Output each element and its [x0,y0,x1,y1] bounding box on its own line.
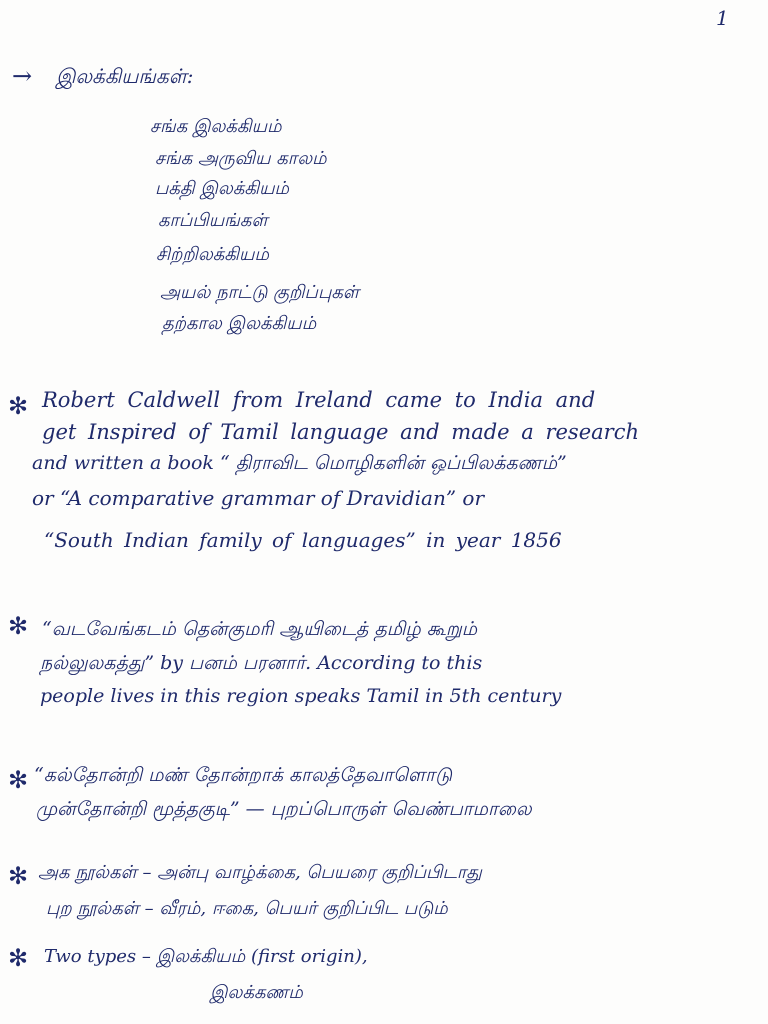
note-line: இலக்கணம் [210,982,303,1003]
list-item: பக்தி இலக்கியம் [155,178,290,199]
asterisk-bullet-icon: ✻ [8,392,29,420]
list-item: சங்க அருவிய காலம் [155,148,327,169]
list-item: அயல் நாட்டு குறிப்புகள் [160,282,360,303]
note-line: முன்தோன்றி மூத்தகுடி” — புறப்பொருள் வெண்பாமாலை [36,798,532,820]
note-line: அக நூல்கள் – அன்பு வாழ்க்கை, பெயரை குறிப்பிடாது [38,862,482,883]
list-item: தற்கால இலக்கியம் [162,313,317,334]
section-heading: இலக்கியங்கள்: [56,64,194,88]
note-line: “கல்தோன்றி மண் தோன்றாக் காலத்தேவாளொடு [34,764,453,786]
note-line: get Inspired of Tamil language and made a research [42,420,639,444]
note-line: or “A comparative grammar of Dravidian” or [32,486,485,510]
list-item: சிற்றிலக்கியம் [156,244,269,265]
note-line: Robert Caldwell from Ireland came to India and [42,388,596,412]
note-line: Two types – இலக்கியம் (first origin), [44,946,368,967]
note-line: “வடவேங்கடம் தென்குமரி ஆயிடைத் தமிழ் கூறும் [42,618,477,640]
page-number: 1 [716,6,729,30]
asterisk-bullet-icon: ✻ [8,862,29,890]
note-line: நல்லுலகத்து” by பனம் பரனார். According to this [40,652,483,674]
arrow-icon: → [12,62,33,90]
asterisk-bullet-icon: ✻ [8,612,29,640]
note-line: and written a book “ திராவிட மொழிகளின் ஒப்பிலக்கணம்” [32,452,567,474]
list-item: சங்க இலக்கியம் [150,116,282,137]
asterisk-bullet-icon: ✻ [8,766,29,794]
note-line: “South Indian family of languages” in year 1856 [44,528,562,552]
asterisk-bullet-icon: ✻ [8,944,29,972]
note-line: புற நூல்கள் – வீரம், ஈகை, பெயர் குறிப்பிட படும் [46,898,448,919]
list-item: காப்பியங்கள் [158,210,268,231]
note-line: people lives in this region speaks Tamil in 5th century [40,685,562,707]
